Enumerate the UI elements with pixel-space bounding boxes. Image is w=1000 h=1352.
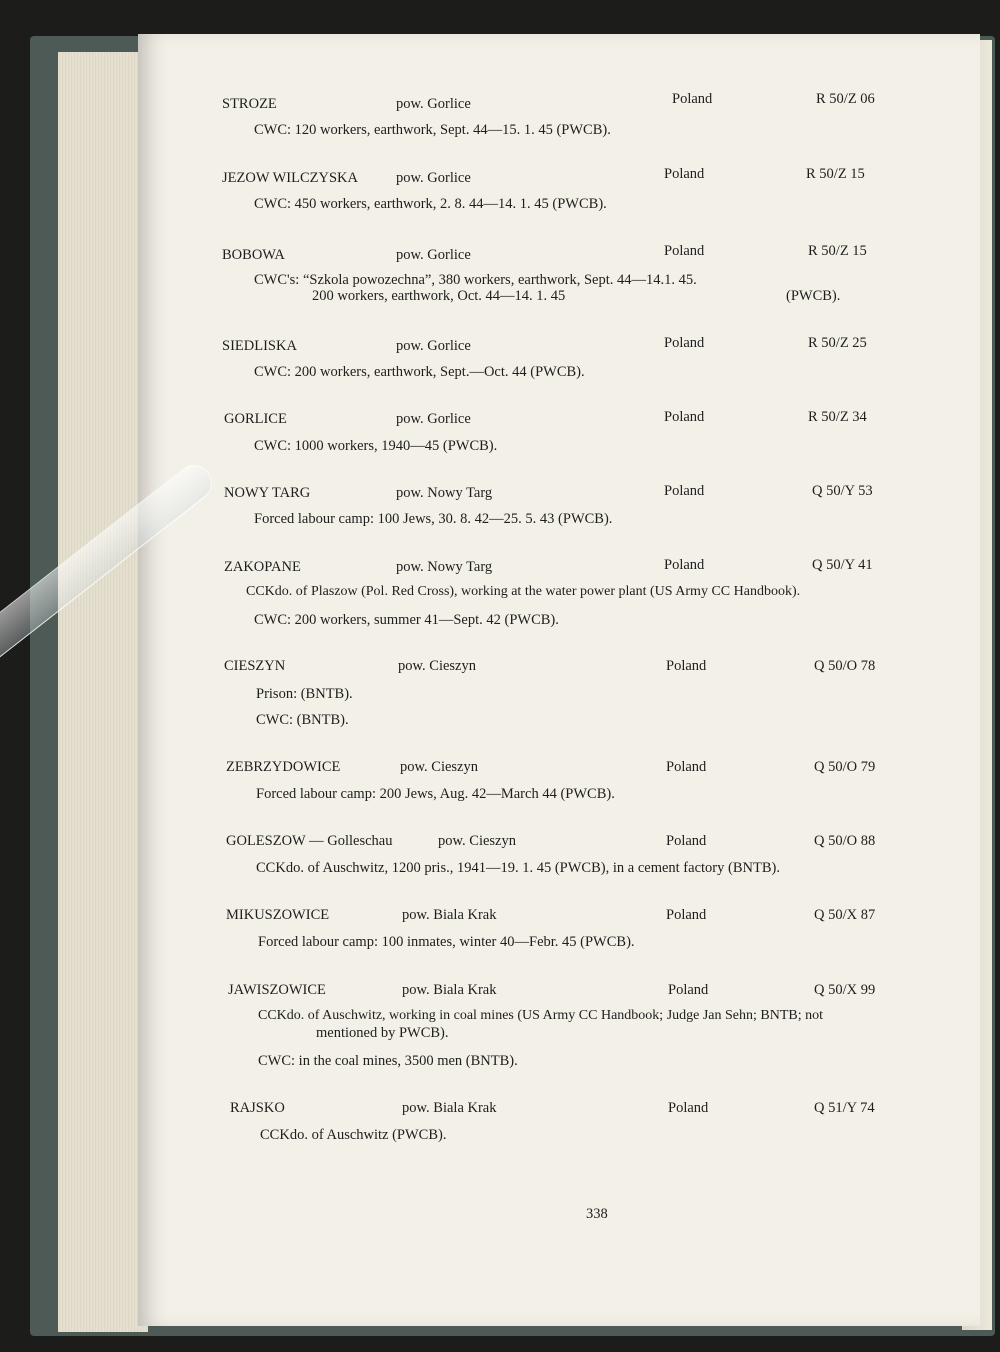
map-ref: R 50/Z 15 (808, 243, 867, 259)
country: Poland (666, 658, 707, 674)
map-ref: Q 50/Y 41 (812, 557, 873, 573)
map-ref: R 50/Z 25 (808, 335, 867, 351)
country: Poland (664, 483, 705, 499)
map-ref: R 50/Z 15 (806, 166, 865, 182)
country: Poland (664, 243, 705, 259)
country: Poland (666, 833, 707, 849)
district: pow. Biala Krak (402, 1100, 497, 1116)
place-name: ZEBRZYDOWICE (226, 759, 341, 775)
map-ref: Q 50/X 99 (814, 982, 876, 998)
place-name: BOBOWA (222, 247, 285, 263)
country: Poland (664, 409, 705, 425)
place-name: JEZOW WILCZYSKA (222, 170, 358, 186)
district: pow. Gorlice (396, 411, 471, 427)
place-name: RAJSKO (230, 1100, 285, 1116)
country: Poland (664, 166, 705, 182)
district: pow. Biala Krak (402, 907, 497, 923)
district: pow. Nowy Targ (396, 559, 493, 575)
map-ref: Q 50/Y 53 (812, 483, 873, 499)
page-edges (58, 52, 148, 1332)
country: Poland (672, 91, 713, 107)
place-name: JAWISZOWICE (228, 982, 326, 998)
country: Poland (664, 557, 705, 573)
map-ref: Q 50/O 79 (814, 759, 876, 775)
district: pow. Cieszyn (398, 658, 476, 674)
country: Poland (668, 1100, 709, 1116)
country: Poland (666, 759, 707, 775)
book-page: STROZE pow. Gorlice Poland R 50/Z 06 CWC: 120 workers, earthwork, Sept. 44—15. 1. 45 (PWCB). JEZOW WILCZYSKA pow. Gorlice Poland R 50/Z 15 CWC: 450 workers, earthwork, 2. 8. 44—14. 1. 45 (PWCB). BOBOWA pow. Gorlice Poland R 50/Z 15 CWC's: “Szkola powozechna”, 380 workers, earthwork, Sept. 44—14.1. 45. 200 workers, earthwork, Oct. 44—14. 1. 45 (PWCB). SIEDLISKA pow. Gorlice Poland R 50/Z 25 CWC: 200 workers, earthwork, Sept.—Oct. 44 (PWCB). GORLICE pow. Gorlice Poland R 50/Z 34 CWC: 1000 workers, 1940—45 (PWCB). NOWY TARG pow. Nowy Targ Poland Q 50/Y 53 Forced labour camp: 100 Jews, 30. 8. 42—25. 5. 43 (PWCB). ZAKOPANE pow. Nowy Targ Poland Q 50/Y 41 CCKdo. of Plaszow (Pol. Red Cross), working at the water power plant (US Army CC Handbook). CWC: 200 workers, summer 41—Sept. 42 (PWCB). CIESZYN pow. Cieszyn Poland Q 50/O 78 Prison: (BNTB). CWC: (BNTB). ZEBRZYDOWICE pow. Cieszyn Poland Q 50/O 79 Forced labour camp: 200 Jews, Aug. 42—March 44 (PWCB). GOLESZOW — Golleschau pow. Cieszyn Poland Q 50/O 88 CCKdo. of Auschwitz, 1200 pris., 1941—19. 1. 45 (PWCB), in a cement factory (BNTB). MIKUSZOWICE pow. Biala Krak Poland Q 50/X 87 Forced labour camp: 100 inmates, winter 40—Febr. 45 (PWCB). JAWISZOWICE pow. Biala Krak Poland Q 50/X 99 CCKdo. of Auschwitz, working in coal mines (US Army CC Handbook; Judge Jan Sehn; BNTB; not mentioned by PWCB). CWC: in the coal mines, 3500 men (BNTB). RAJSKO pow. Biala Krak Poland Q 51/Y 74 CCKdo. of Auschwitz (PWCB). 338 (138, 34, 980, 1326)
place-name: CIESZYN (224, 658, 286, 674)
district: pow. Gorlice (396, 170, 471, 186)
map-ref: R 50/Z 34 (808, 409, 867, 425)
map-ref: Q 50/X 87 (814, 907, 876, 923)
map-ref: R 50/Z 06 (816, 91, 875, 107)
district: pow. Biala Krak (402, 982, 497, 998)
place-name: GOLESZOW — Golleschau (226, 833, 393, 849)
page-number: 338 (586, 1206, 608, 1222)
place-name: NOWY TARG (224, 485, 311, 501)
country: Poland (668, 982, 709, 998)
district: pow. Gorlice (396, 338, 471, 354)
map-ref: Q 51/Y 74 (814, 1100, 875, 1116)
district: pow. Cieszyn (438, 833, 516, 849)
district: pow. Gorlice (396, 247, 471, 263)
district: pow. Cieszyn (400, 759, 478, 775)
district: pow. Gorlice (396, 96, 471, 112)
map-ref: Q 50/O 78 (814, 658, 876, 674)
map-ref: Q 50/O 88 (814, 833, 876, 849)
country: Poland (666, 907, 707, 923)
district: pow. Nowy Targ (396, 485, 493, 501)
place-name: MIKUSZOWICE (226, 907, 330, 923)
place-name: SIEDLISKA (222, 338, 297, 354)
place-name: STROZE (222, 96, 277, 112)
place-name: GORLICE (224, 411, 287, 427)
country: Poland (664, 335, 705, 351)
place-name: ZAKOPANE (224, 559, 301, 575)
